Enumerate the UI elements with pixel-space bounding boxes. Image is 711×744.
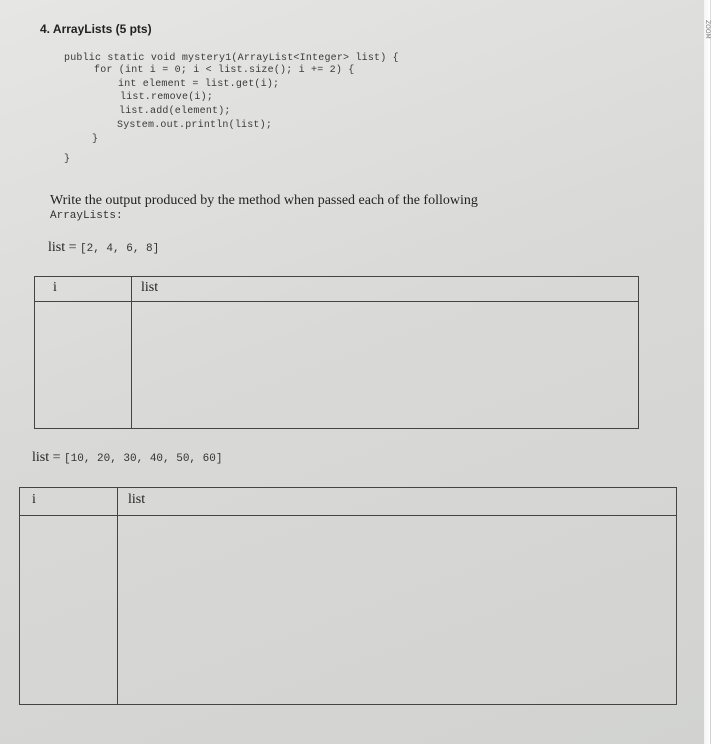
column-header-list: list xyxy=(128,492,146,507)
list-value: [10, 20, 30, 40, 50, 60] xyxy=(64,453,223,465)
code-line-1: public static void mystery1(ArrayList<Integer> list) { xyxy=(64,53,399,64)
prompt-text: Write the output produced by the method when passed each of the following xyxy=(50,193,478,208)
answer-table-2 xyxy=(19,487,677,705)
code-line-8: } xyxy=(64,154,71,165)
list-value: [2, 4, 6, 8] xyxy=(80,243,160,255)
column-divider xyxy=(131,277,132,428)
header-divider xyxy=(20,515,676,516)
code-line-3: int element = list.get(i); xyxy=(118,79,280,90)
code-line-7: } xyxy=(92,134,99,145)
header-divider xyxy=(35,301,638,302)
list-label-2 xyxy=(32,450,222,466)
list-label-text: list = xyxy=(48,240,77,255)
list-label-text: list = xyxy=(32,450,61,465)
code-line-2: for (int i = 0; i < list.size(); i += 2) { xyxy=(94,65,355,76)
page-edge xyxy=(704,0,710,744)
list-label-1 xyxy=(48,240,159,256)
prompt-mono: ArrayLists: xyxy=(50,210,123,222)
edge-text: ZOOM xyxy=(704,20,711,39)
column-header-list: list xyxy=(141,280,159,295)
code-line-6: System.out.println(list); xyxy=(117,120,273,131)
code-line-5: list.add(element); xyxy=(119,106,231,117)
column-divider xyxy=(117,488,118,704)
question-title: 4. ArrayLists (5 pts) xyxy=(40,22,152,36)
answer-table-1 xyxy=(34,276,639,429)
code-line-4: list.remove(i); xyxy=(120,92,214,103)
column-header-i: i xyxy=(32,492,36,507)
column-header-i: i xyxy=(53,280,57,295)
